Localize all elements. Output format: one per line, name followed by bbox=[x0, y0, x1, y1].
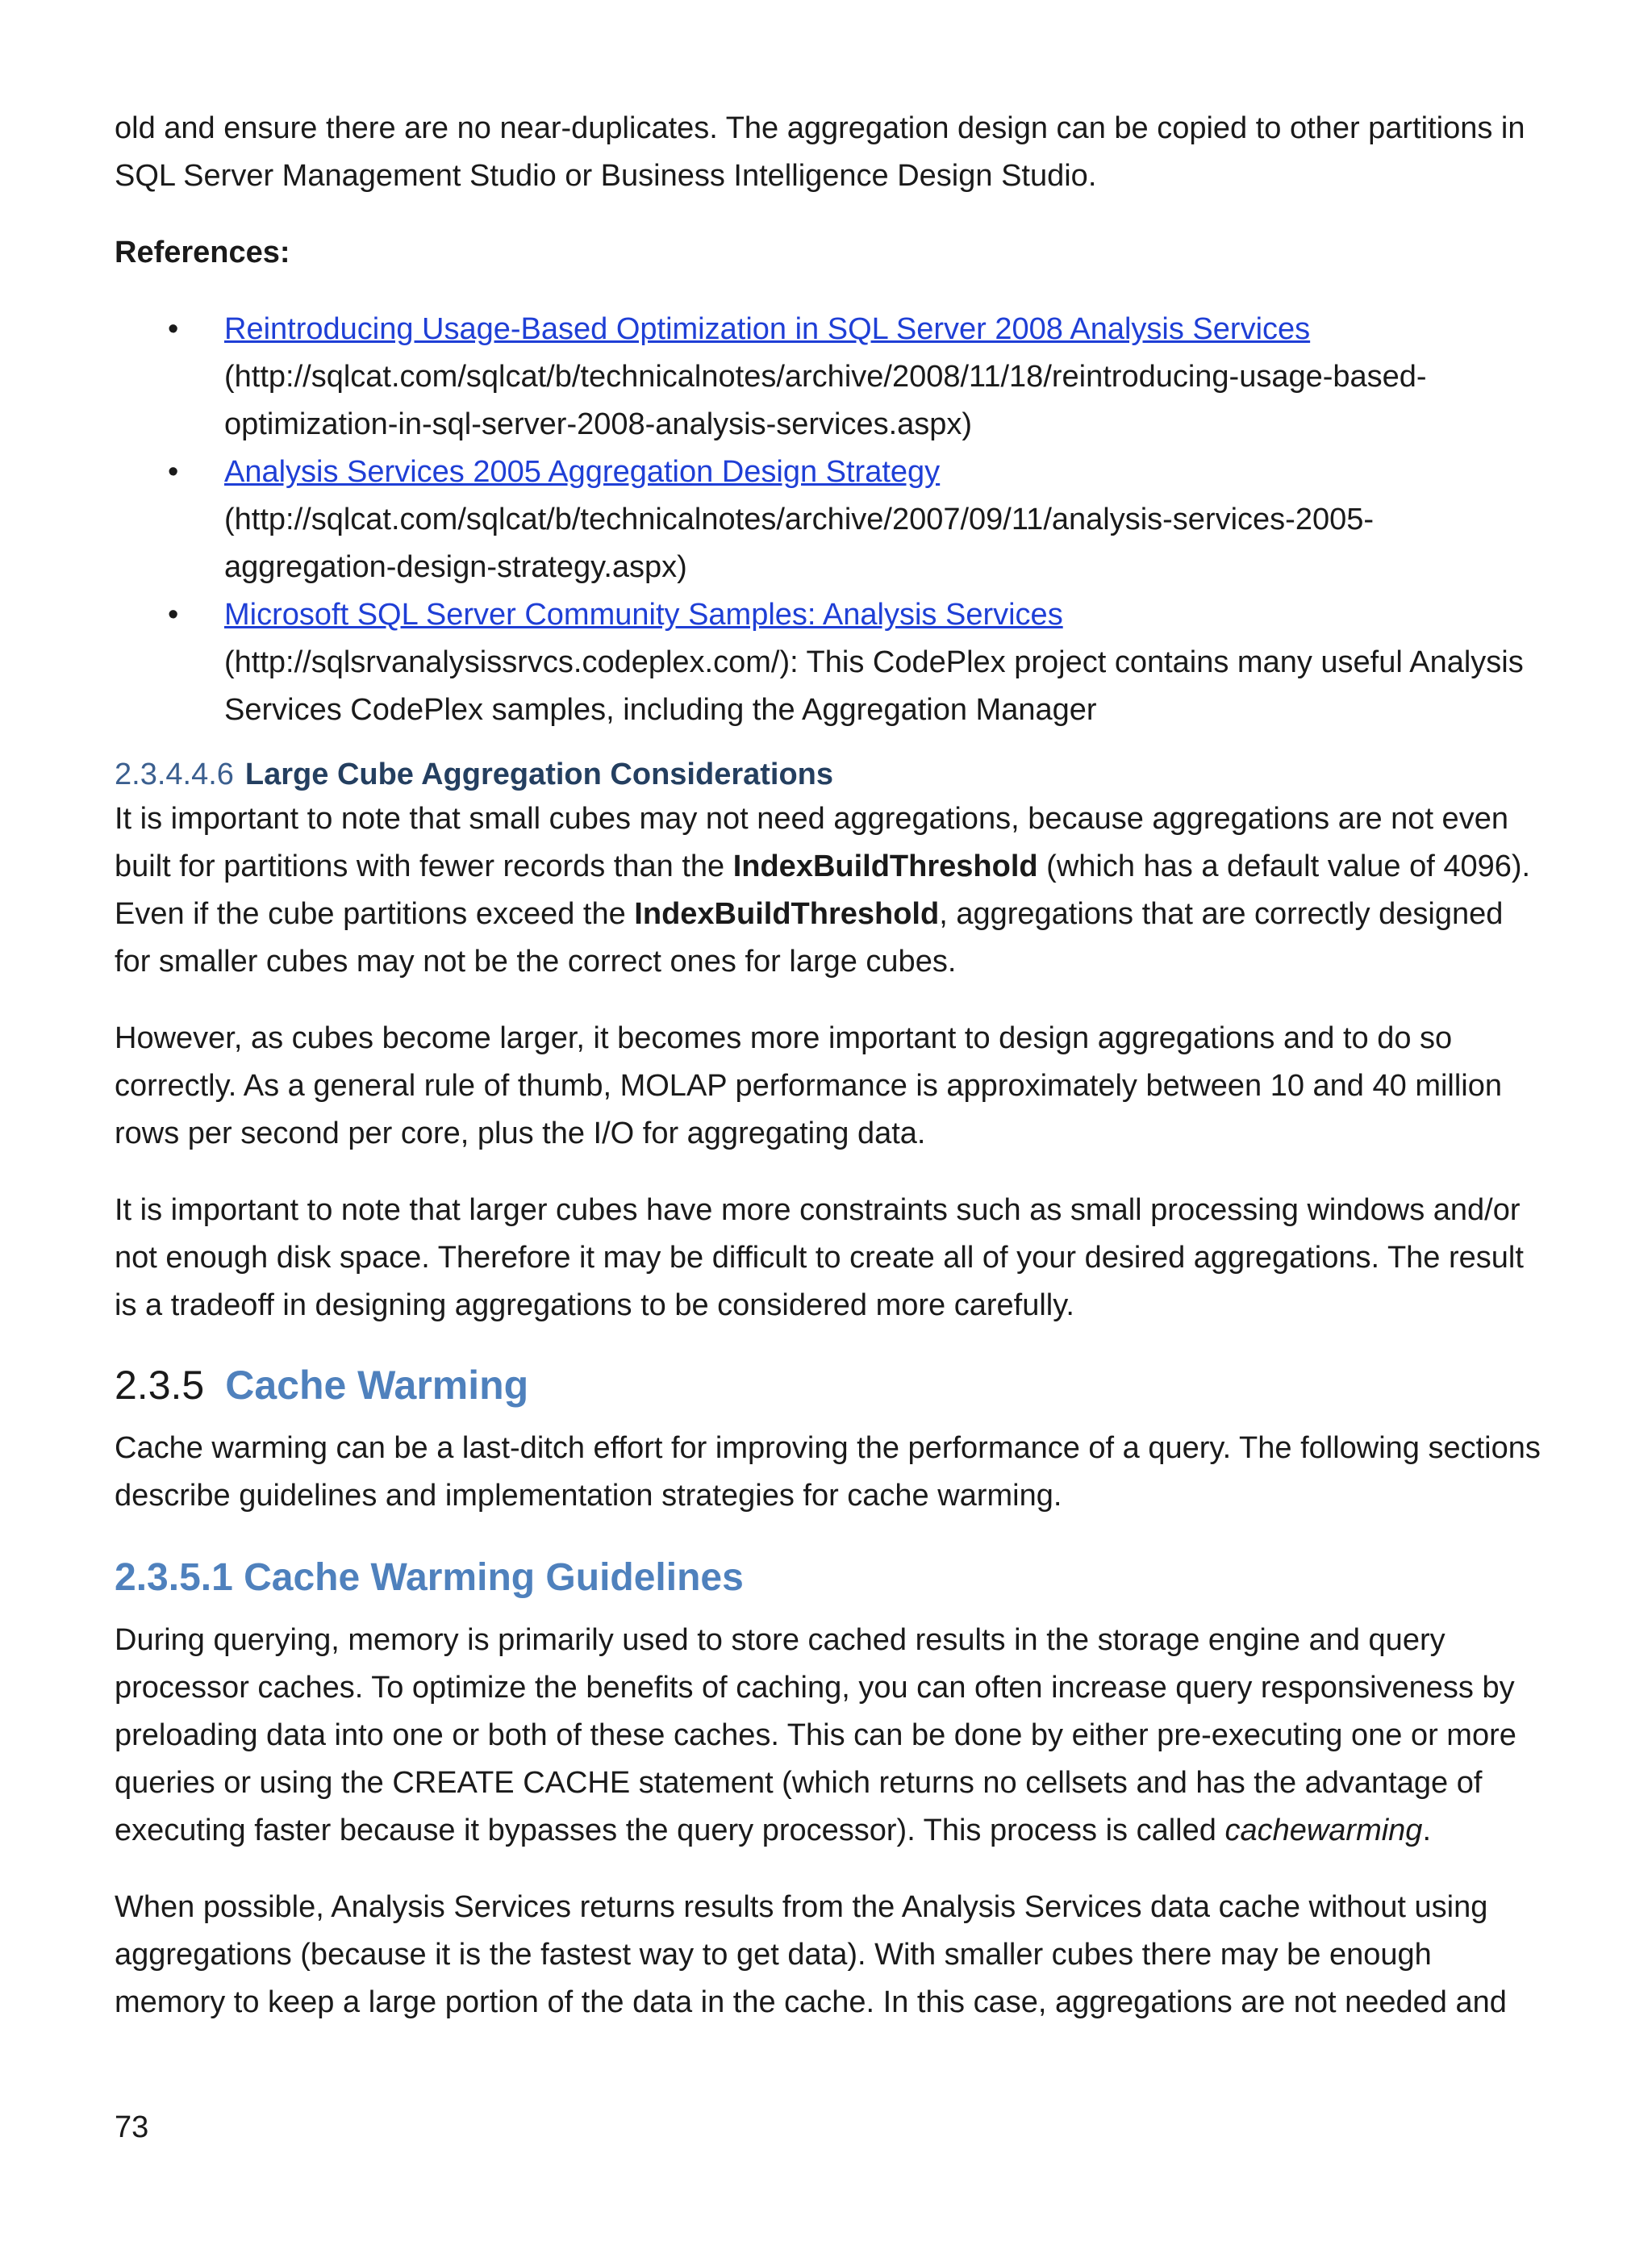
guidelines-paragraph-1 bbox=[115, 1617, 1542, 1855]
references-label: References: bbox=[115, 236, 290, 269]
heading-number: 2.3.5 bbox=[115, 1363, 205, 1408]
reference-description: (http://sqlcat.com/sqlcat/b/technicalnotes/archive/2007/09/11/analysis-services-2005-aggregation-design-strategy.aspx) bbox=[224, 503, 1375, 584]
large-cube-paragraph-1 bbox=[115, 795, 1542, 986]
references-list bbox=[115, 306, 1542, 734]
text-run: (which has a default value of 4096). Even if the cube partitions exceed the bbox=[115, 849, 1531, 931]
reference-link-aggregation-design-strategy[interactable]: Analysis Services 2005 Aggregation Design Strategy bbox=[224, 455, 941, 489]
cache-warming-paragraph: Cache warming can be a last-ditch effort for improving the performance of a query. The following sections describe guidelines and implementation strategies for cache warming. bbox=[115, 1431, 1541, 1513]
large-cube-paragraph-2: However, as cubes become larger, it becomes more important to design aggregations and to do so correctly. As a general rule of thumb, MOLAP performance is approximately between 10 and 40 million rows per second per core, plus the I/O for aggregating data. bbox=[115, 1021, 1503, 1150]
heading-title: Cache Warming bbox=[225, 1363, 529, 1408]
text-run: It is important to note that small cubes may not need aggregations, because aggregations are not even built for partitions with fewer records than the bbox=[115, 802, 1508, 883]
text-run: . bbox=[1422, 1814, 1431, 1847]
reference-description: (http://sqlsrvanalysissrvcs.codeplex.com/): This CodePlex project contains many useful Analysis Services CodePlex samples, including the Aggregation Manager bbox=[224, 645, 1524, 727]
heading-cache-warming bbox=[115, 1357, 1542, 1413]
reference-description: (http://sqlcat.com/sqlcat/b/technicalnotes/archive/2008/11/18/reintroducing-usage-based-optimization-in-sql-server-2008-analysis-services.aspx) bbox=[224, 360, 1427, 441]
bullet-icon: • bbox=[168, 455, 179, 489]
text-run: During querying, memory is primarily used to store cached results in the storage engine and query processor caches. To optimize the benefits of caching, you can often increase query responsiveness by preloading data into one or both of these caches. This can be done by either pre-executing one or more queries or using the CREATE CACHE statement (which returns no cellsets and has the advantage of executing faster because it bypasses the query processor). This process is called bbox=[115, 1623, 1516, 1847]
guidelines-paragraph-2: When possible, Analysis Services returns results from the Analysis Services data cache without using aggregations (because it is the fastest way to get data). With smaller cubes there may be enough memory to keep a large portion of the data in the cache. In this case, aggregations are not needed and bbox=[115, 1890, 1507, 2019]
large-cube-paragraph-3: It is important to note that larger cubes have more constraints such as small processing windows and/or not enough disk space. Therefore it may be difficult to create all of your desired aggregations. The result is a tradeoff in designing aggregations to be considered more carefully. bbox=[115, 1193, 1524, 1322]
index-build-threshold-term: IndexBuildThreshold bbox=[634, 897, 940, 931]
bullet-icon: • bbox=[168, 598, 179, 632]
heading-cache-warming-guidelines: 2.3.5.1 Cache Warming Guidelines bbox=[115, 1556, 744, 1599]
cachewarming-term: cachewarming bbox=[1224, 1814, 1423, 1847]
reference-item bbox=[115, 591, 1542, 734]
reference-item bbox=[115, 306, 1542, 449]
index-build-threshold-term: IndexBuildThreshold bbox=[732, 849, 1038, 883]
reference-item bbox=[115, 449, 1542, 591]
reference-link-usage-based-optimization[interactable]: Reintroducing Usage-Based Optimization in SQL Server 2008 Analysis Services bbox=[224, 312, 1311, 346]
bullet-icon: • bbox=[168, 312, 179, 346]
page-number: 73 bbox=[115, 2110, 149, 2144]
text-run: , aggregations that are correctly designed for smaller cubes may not be the correct ones for large cubes. bbox=[115, 897, 1504, 979]
heading-number: 2.3.4.4.6 bbox=[115, 758, 234, 791]
reference-link-community-samples[interactable]: Microsoft SQL Server Community Samples: Analysis Services bbox=[224, 598, 1063, 632]
document-page bbox=[115, 105, 1542, 2027]
intro-paragraph: old and ensure there are no near-duplicates. The aggregation design can be copied to other partitions in SQL Server Management Studio or Business Intelligence Design Studio. bbox=[115, 111, 1525, 193]
heading-large-cube-aggregation bbox=[115, 753, 1542, 795]
heading-title: Large Cube Aggregation Considerations bbox=[244, 758, 834, 791]
